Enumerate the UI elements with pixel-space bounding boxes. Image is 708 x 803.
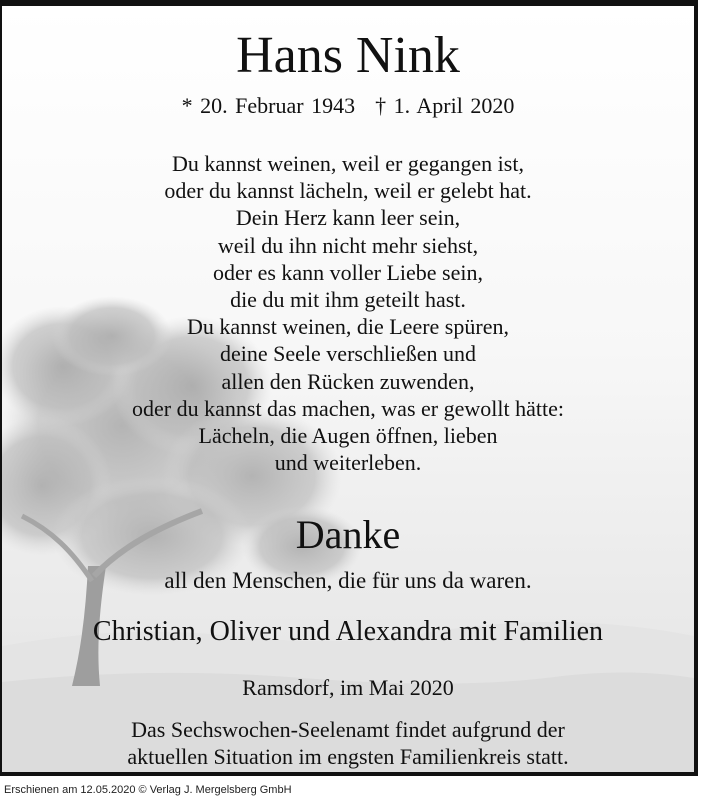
- poem-line: oder du kannst das machen, was er gewollt hätte:: [132, 395, 564, 421]
- family-signature: Christian, Oliver und Alexandra mit Familien: [92, 616, 604, 647]
- poem-line: Lächeln, die Augen öffnen, lieben: [198, 423, 498, 449]
- poem-line: und weiterleben.: [274, 450, 422, 476]
- poem-line: Du kannst weinen, die Leere spüren,: [187, 314, 509, 340]
- poem-line: Du kannst weinen, weil er gegangen ist,: [172, 151, 524, 176]
- publication-footer: Erschienen am 12.05.2020 © Verlag J. Mergelsberg GmbH: [4, 784, 292, 796]
- life-dates: [2, 92, 694, 120]
- thanks-heading: Danke: [295, 512, 401, 557]
- poem-line: deine Seele verschließen und: [220, 341, 476, 367]
- poem-line: Dein Herz kann leer sein,: [235, 205, 461, 231]
- poem-line: die du mit ihm geteilt hast.: [230, 287, 466, 313]
- poem-line: oder es kann voller Liebe sein,: [212, 259, 483, 285]
- poem-line: oder du kannst lächeln, weil er gelebt hat.: [164, 178, 532, 204]
- poem-line: allen den Rücken zuwenden,: [221, 368, 475, 394]
- birth-date: * 20. Februar 1943: [181, 93, 356, 118]
- deceased-name: Hans Nink: [236, 27, 460, 84]
- service-notice: [2, 716, 694, 770]
- death-date: † 1. April 2020: [375, 93, 515, 118]
- notice-line: aktuellen Situation im engsten Familienkreis statt.: [127, 744, 569, 769]
- place-date: Ramsdorf, im Mai 2020: [242, 675, 454, 700]
- poem: [2, 150, 694, 476]
- notice-line: Das Sechswochen-Seelenamt findet aufgrund der: [131, 717, 565, 742]
- poem-line: weil du ihn nicht mehr siehst,: [217, 232, 479, 258]
- thanks-text: all den Menschen, die für uns da waren.: [164, 568, 532, 593]
